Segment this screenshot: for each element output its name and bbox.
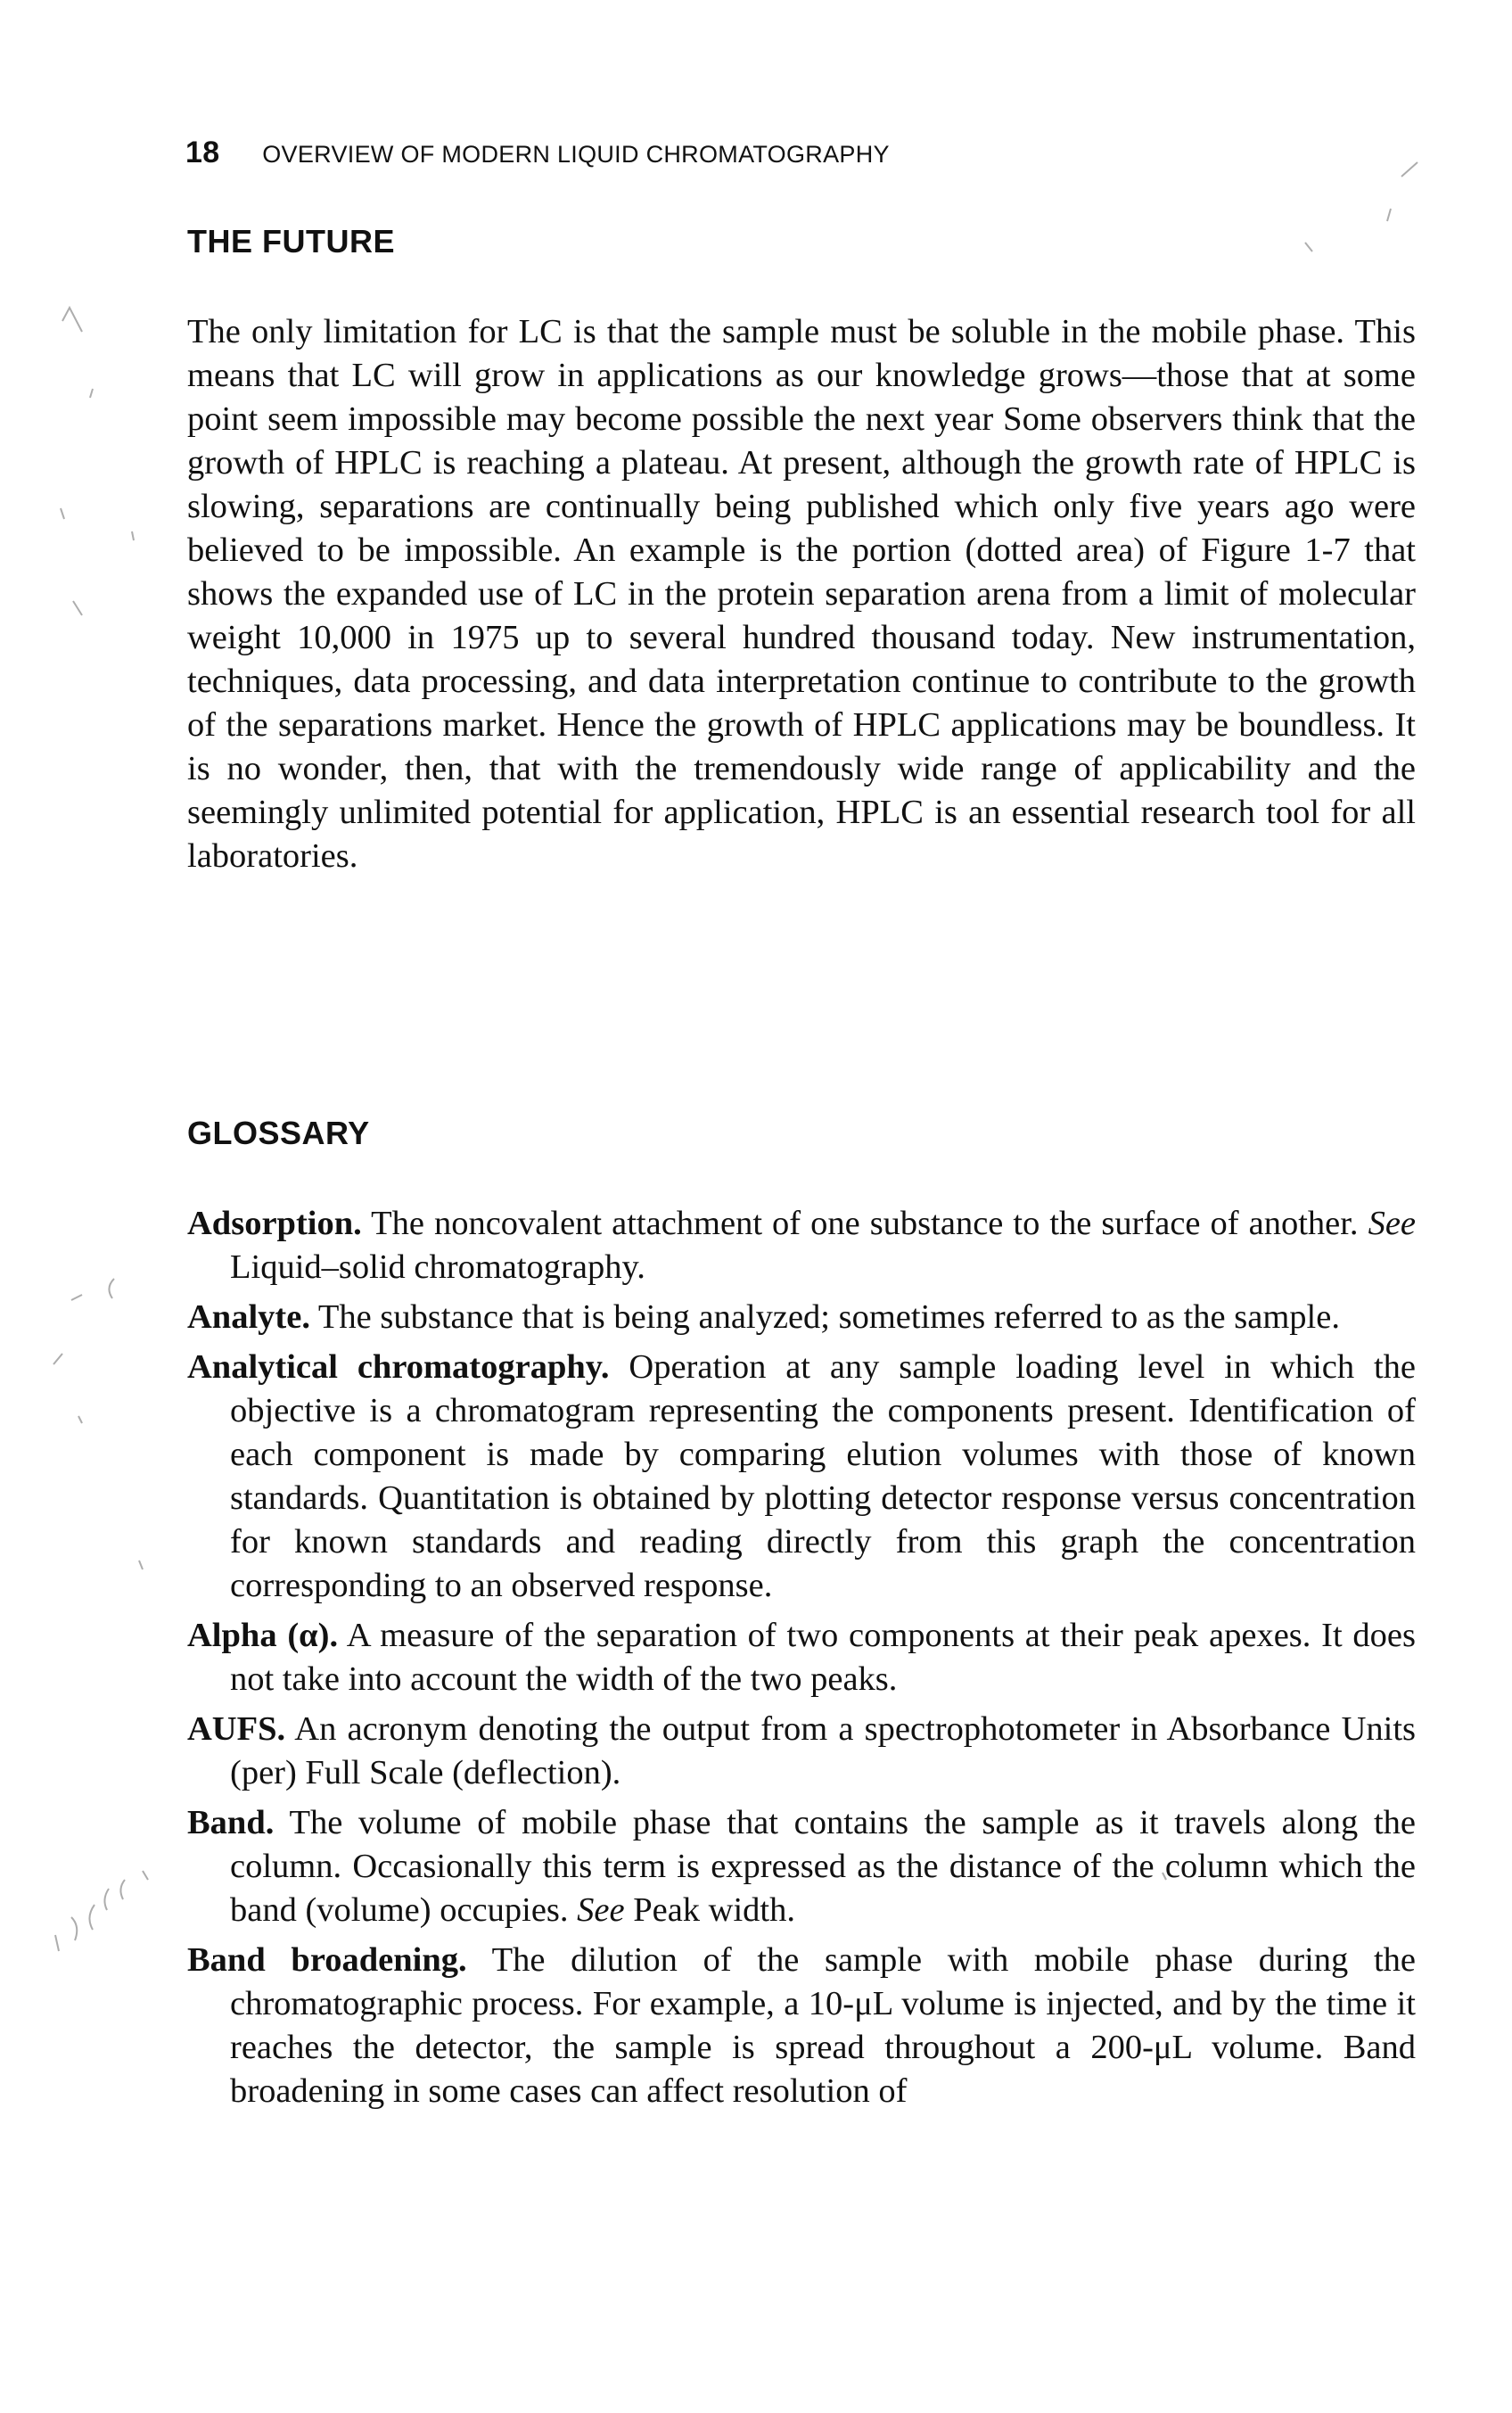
see-reference-label: See (577, 1891, 625, 1929)
see-reference-label: See (1368, 1205, 1417, 1242)
future-paragraph: The only limitation for LC is that the sample must be soluble in the mobile phase. This means that LC will grow in applications as our knowledge grows—those that at some point seem impossible may become possible the next year Some observers think that the growth of HPLC is reaching a plateau. At present, although the growth rate of HPLC is slowing, separations are continually being published which only five years ago were believed to be impossible. An example is the portion (dotted area) of Figure 1-7 that shows the expanded use of LC in the protein separation arena from a limit of molecular weight 10,000 in 1975 up to several hundred thousand today. New instrumentation, techniques, data processing, and data interpretation continue to contribute to the growth of the separations market. Hence the growth of HPLC applications may be boundless. It is no wonder, then, that with the tremendously wide range of applicability and the seemingly unlimited potential for application, HPLC is an essential research tool for all laboratories. (187, 313, 1416, 875)
see-reference-target: Liquid–solid chromatography. (230, 1248, 645, 1286)
running-head (185, 136, 1416, 170)
glossary-term: Alpha (α). (187, 1617, 339, 1654)
glossary-entry-alpha (187, 1614, 1416, 1701)
glossary-entry-band (187, 1801, 1416, 1932)
glossary-term: Band. (187, 1804, 275, 1841)
glossary-term: Analyte. (187, 1298, 310, 1336)
glossary-definition: The dilution of the sample with mobile phase during the chromatographic process. For example, a 10-μL volume is injected, and by the time it reaches the detector, the sample is spread throughout a 200-μL volume. Band broadening in some cases can affect resolution of (230, 1941, 1417, 2110)
section-heading-glossary: GLOSSARY (187, 1115, 370, 1151)
glossary-entry-aufs (187, 1708, 1416, 1795)
glossary-entry-adsorption (187, 1202, 1416, 1289)
glossary-entry-analyte (187, 1296, 1416, 1339)
glossary-definition: The noncovalent attachment of one substance to the surface of another. (371, 1205, 1359, 1242)
glossary-term: AUFS. (187, 1710, 286, 1748)
glossary-definition: An acronym denoting the output from a spectrophotometer in Absorbance Units (per) Full Scale (deflection). (230, 1710, 1416, 1791)
glossary-definition: The volume of mobile phase that contains the sample as it travels along the column. Occasionally this term is expressed as the distance of the column which the band (volume) occupies. (230, 1804, 1416, 1929)
page-number: 18 (185, 136, 220, 169)
see-reference-target: Peak width. (633, 1891, 796, 1929)
glossary-entry-band-broadening (187, 1939, 1416, 2113)
glossary-definition: A measure of the separation of two components at their peak apexes. It does not take into account the width of the two peaks. (230, 1617, 1416, 1698)
glossary-definition: The substance that is being analyzed; sometimes referred to as the sample. (317, 1298, 1340, 1336)
section-heading-future: THE FUTURE (187, 223, 395, 259)
glossary-term: Band broadening. (187, 1941, 467, 1979)
glossary-entry-analytical-chromatography (187, 1346, 1416, 1608)
running-title: OVERVIEW OF MODERN LIQUID CHROMATOGRAPHY (262, 141, 890, 168)
glossary-definition: Operation at any sample loading level in which the objective is a chromatogram representing the components present. Identification of each component is made by comparing elution volumes with those of known standards. Quantitation is obtained by plotting detector response versus concentration for known standards and reading directly from this graph the concentration corresponding to an observed response. (230, 1348, 1416, 1604)
glossary-term: Analytical chromatography. (187, 1348, 610, 1386)
glossary-list (187, 1202, 1416, 2120)
glossary-term: Adsorption. (187, 1205, 362, 1242)
